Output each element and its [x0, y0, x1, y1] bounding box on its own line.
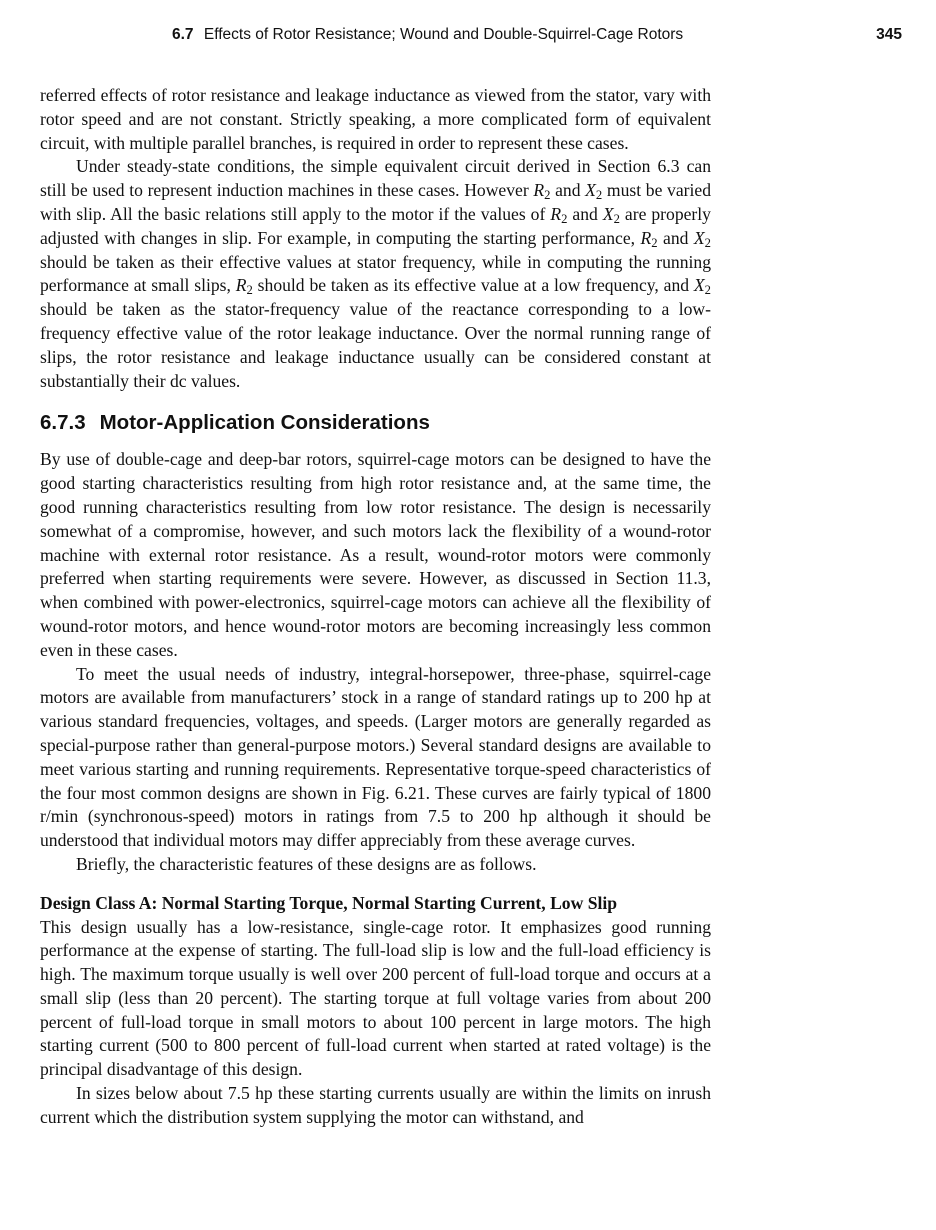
paragraph-7: In sizes below about 7.5 hp these starting currents usually are within the limits on inrush current which the distribution system supplying the motor can withstand, and: [40, 1083, 711, 1127]
paragraph-2-text: and: [550, 180, 586, 201]
symbol-x2: $X_2$: [585, 180, 603, 203]
header-section-number: 6.7: [172, 26, 194, 43]
paragraph-6: This design usually has a low-resistance, single-cage rotor. It emphasizes good running performance at the expense of starting. The full-load slip is low and the full-load efficiency is high. The maximum torque usually is well over 200 percent of full-load torque and occurs at a small slip (less than 20 percent). The starting torque at full voltage varies from about 200 percent of full-load torque in small motors to about 100 percent in large motors. The high starting current (500 to 800 percent of full-load current when started at rated voltage) is the principal disadvantage of this design.: [40, 916, 711, 1080]
symbol-x2: $X_2$: [602, 203, 620, 227]
page-number: 345: [876, 26, 902, 43]
paragraph-2-text: must be varied with slip. All the basic relations still apply to the motor if the values of: [40, 180, 711, 224]
paragraph-2-text: are properly adjusted with changes in slip. For example, in computing the starting performance,: [40, 203, 711, 248]
paragraph-2-text: and: [567, 203, 603, 224]
paragraph-2-text: should be taken as their effective values at stator frequency, while in computing the running performance at small slips,: [40, 251, 711, 296]
section-heading-number: 6.7.3: [40, 411, 86, 435]
symbol-r2: $R_2$: [640, 227, 658, 250]
paragraph-2-text: and: [657, 227, 694, 248]
symbol-x2: $X_2$: [693, 275, 711, 298]
paragraph-2: [40, 155, 711, 393]
section-heading: [40, 410, 711, 436]
symbol-r2: $R_2$: [550, 203, 568, 227]
paragraph-2-text: should be taken as its effective value at a low frequency, and: [252, 275, 694, 296]
paragraph-3: By use of double-cage and deep-bar rotors, squirrel-cage motors can be designed to have the good starting characteristics resulting from high rotor resistance and, at the same time, the good running characteristics resulting from low rotor resistance. The design is necessarily somewhat of a compromise, however, and such motors lack the flexibility of a wound-rotor machine with external rotor resistance. As a result, wound-rotor motors were commonly preferred when starting requirements were severe. However, as discussed in Section 11.3, when combined with power-electronics, squirrel-cage motors can achieve all the flexibility of wound-rotor motors, and hence wound-rotor motors are becoming increasingly less common even in these cases.: [40, 449, 711, 660]
paragraph-1: referred effects of rotor resistance and leakage inductance as viewed from the stator, vary with rotor speed and are not constant. Strictly speaking, a more complicated form of equivalent circuit, with multiple parallel branches, is required in order to represent these cases.: [40, 85, 711, 153]
paragraph-2-text: should be taken as the stator-frequency value of the reactance corresponding to a low-frequency effective value of the rotor leakage inductance. Over the normal running range of slips, the rotor resistance and leakage inductance usually can be considered constant at substantially their dc values.: [40, 299, 711, 391]
running-header: [172, 26, 902, 50]
paragraph-5: Briefly, the characteristic features of these designs are as follows.: [76, 853, 537, 874]
page-body: [40, 84, 711, 1130]
header-section-title: Effects of Rotor Resistance; Wound and Double-Squirrel-Cage Rotors: [203, 26, 684, 43]
section-heading-title: Motor-Application Considerations: [99, 411, 430, 435]
paragraph-2-text: Under steady-state conditions, the simple equivalent circuit derived in Section 6.3 can still be used to represent induction machines in these cases. However: [40, 156, 711, 201]
symbol-x2: $X_2$: [693, 227, 711, 250]
symbol-r2: $R_2$: [533, 180, 551, 203]
design-class-a-heading: Design Class A: Normal Starting Torque, Normal Starting Current, Low Slip: [40, 892, 618, 913]
paragraph-4: To meet the usual needs of industry, integral-horsepower, three-phase, squirrel-cage motors are available from manufacturers’ stock in a range of standard ratings up to 200 hp at various standard frequencies, voltages, and speeds. (Larger motors are generally regarded as special-purpose rather than general-purpose motors.) Several standard designs are available to meet various starting and running requirements. Representative torque-speed characteristics of the four most common designs are shown in Fig. 6.21. These curves are fairly typical of 1800 r/min (synchronous-speed) motors in ratings from 7.5 to 200 hp although it should be understood that individual motors may differ appreciably from these average curves.: [40, 663, 711, 851]
symbol-r2: $R_2$: [235, 275, 253, 298]
